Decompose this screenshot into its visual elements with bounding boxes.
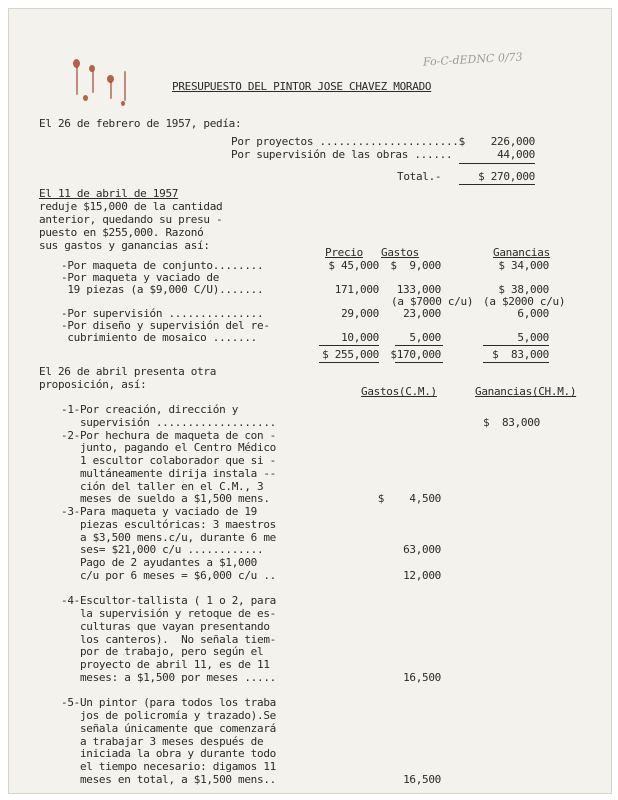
proposal-line-text: -4-Escultor-tallista ( 1 o 2, para: [61, 594, 276, 608]
proposal-line-text: jos de policromía y trazado).Se: [61, 709, 276, 722]
proposal-line-text: supervisión ...................: [61, 415, 276, 429]
table-cell-precio: 171,000: [334, 283, 379, 296]
column-header-ganancias: Ganancias: [493, 246, 550, 259]
proposal-line-text: a $3,500 mens.c/u, durante 6 me: [61, 530, 276, 544]
table-cell-gastos: 23,000: [403, 307, 441, 320]
section-intro: El 26 de febrero de 1957, pedía:: [39, 117, 242, 130]
section-description-line: puesto en $255,000. Razonó: [39, 226, 204, 239]
proposal-line-text: -5-Un pintor (para todos los traba: [61, 696, 276, 710]
proposal-line-text: culturas que vayan presentando: [61, 619, 270, 633]
column-header-gastos-cm: Gastos(C.M.): [361, 385, 437, 398]
table-cell-precio: 10,000: [341, 331, 379, 344]
proposal-line-text: -1-Por creación, dirección y: [61, 403, 239, 416]
table-total-precio: $ 255,000: [322, 348, 379, 361]
column-header-precio: Precio: [325, 246, 363, 259]
section-date: El 11 de abril de 1957: [39, 187, 179, 200]
row-value: 226,000: [490, 135, 535, 148]
proposal-line-text: los canteros). No señala tiem-: [61, 632, 276, 646]
table-cell-ganancias: 6,000: [517, 307, 549, 320]
proposal-line-text: c/u por 6 meses = $6,000 c/u ..: [61, 568, 276, 582]
proposal-line-text: meses de sueldo a $1,500 mens.: [61, 492, 270, 506]
proposal-line-gastos: 16,500: [403, 670, 441, 684]
column-header-ganancias-chm: Ganancias(CH.M.): [475, 385, 577, 398]
table-row-label: cubrimiento de mosaico .......: [61, 331, 257, 344]
table-row-label: -Por supervisión ...............: [61, 307, 264, 320]
table-row-label: -Por maqueta de conjunto........: [61, 259, 264, 272]
proposal-line-text: proyecto de abril 11, es de 11: [61, 658, 270, 671]
proposal-line-text: la supervisión y retoque de es-: [61, 607, 276, 620]
proposal-line-text: por de trabajo, pero según el: [61, 645, 264, 659]
proposal-line-gastos: 12,000: [403, 568, 441, 582]
page-title: PRESUPUESTO DEL PINTOR JOSE CHAVEZ MORADO: [172, 80, 432, 93]
column-header-gastos: Gastos: [381, 246, 419, 259]
proposal-line-text: Pago de 2 ayudantes a $1,000: [61, 556, 257, 569]
proposal-line-text: meses: a $1,500 por meses .....: [61, 670, 276, 684]
proposal-line-text: ses= $21,000 c/u ............: [61, 543, 264, 557]
proposal-line-text: -2-Por hechura de maqueta de con -: [61, 428, 276, 442]
proposal-line-ganancias: $ 83,000: [483, 415, 540, 429]
proposal-line-text: -3-Para maqueta y vaciado de 19: [61, 505, 257, 518]
table-cell-gastos: 5,000: [409, 331, 441, 344]
table-cell-ganancias: $ 34,000: [498, 259, 549, 272]
section-description-line: anterior, quedando su presu -: [39, 213, 223, 226]
section-intro-line: El 26 de abril presenta otra: [39, 365, 217, 378]
archive-reference-note: Fo-C-dEDNC 0/73: [422, 50, 523, 69]
table-cell-ganancias: $ 38,000: [498, 283, 549, 296]
proposal-line-gastos: 63,000: [403, 543, 441, 557]
section-description-line: reduje $15,000 de la cantidad: [39, 200, 223, 213]
total-value: $ 270,000: [478, 170, 535, 183]
table-total-gastos: $170,000: [390, 348, 441, 361]
table-cell-ganancias: 5,000: [517, 331, 549, 344]
table-total-ganancias: $ 83,000: [492, 348, 549, 361]
table-row-label: 19 piezas (a $9,000 C/U).......: [61, 283, 264, 296]
proposal-line-text: meses en total, a $1,500 mens..: [61, 772, 276, 786]
section-intro-line: proposición, así:: [39, 378, 147, 391]
proposal-line-text: junto, pagando el Centro Médico: [61, 441, 276, 455]
table-cell-gastos-note: (a $7000 c/u): [391, 295, 474, 308]
document-page: [8, 8, 612, 794]
total-label: Total.-: [397, 170, 442, 183]
table-cell-gastos: $ 9,000: [390, 259, 441, 272]
proposal-line-text: ción del taller en el C.M., 3: [61, 479, 264, 493]
table-cell-precio: 29,000: [341, 307, 379, 320]
proposal-line-gastos: $ 4,500: [377, 492, 441, 506]
section-description-line: sus gastos y ganancias así:: [39, 239, 210, 252]
table-row-label: -Por maqueta y vaciado de: [61, 271, 220, 284]
proposal-line-gastos: 16,500: [403, 772, 441, 786]
table-row-label: -Por diseño y supervisión del re-: [61, 319, 270, 332]
row-value: 44,000: [497, 148, 535, 161]
proposal-line-text: 1 escultor colaborador que si -: [61, 454, 276, 467]
proposal-line-text: iniciada la obra y durante todo: [61, 747, 276, 761]
table-cell-gastos: 133,000: [396, 283, 441, 296]
row-label: Por proyectos ......................$: [231, 135, 465, 148]
proposal-line-text: el tiempo necesario: digamos 11: [61, 760, 276, 773]
proposal-line-text: a trabajar 3 meses después de: [61, 734, 264, 748]
proposal-line-text: señala únicamente que comenzará: [61, 721, 276, 735]
row-label: Por supervisión de las obras ......: [231, 148, 453, 161]
table-cell-precio: $ 45,000: [328, 259, 379, 272]
proposal-line-text: piezas escultóricas: 3 maestros: [61, 517, 276, 531]
table-cell-ganancias-note: (a $2000 c/u): [483, 295, 566, 308]
proposal-line-text: multáneamente dirija instala --: [61, 466, 276, 480]
